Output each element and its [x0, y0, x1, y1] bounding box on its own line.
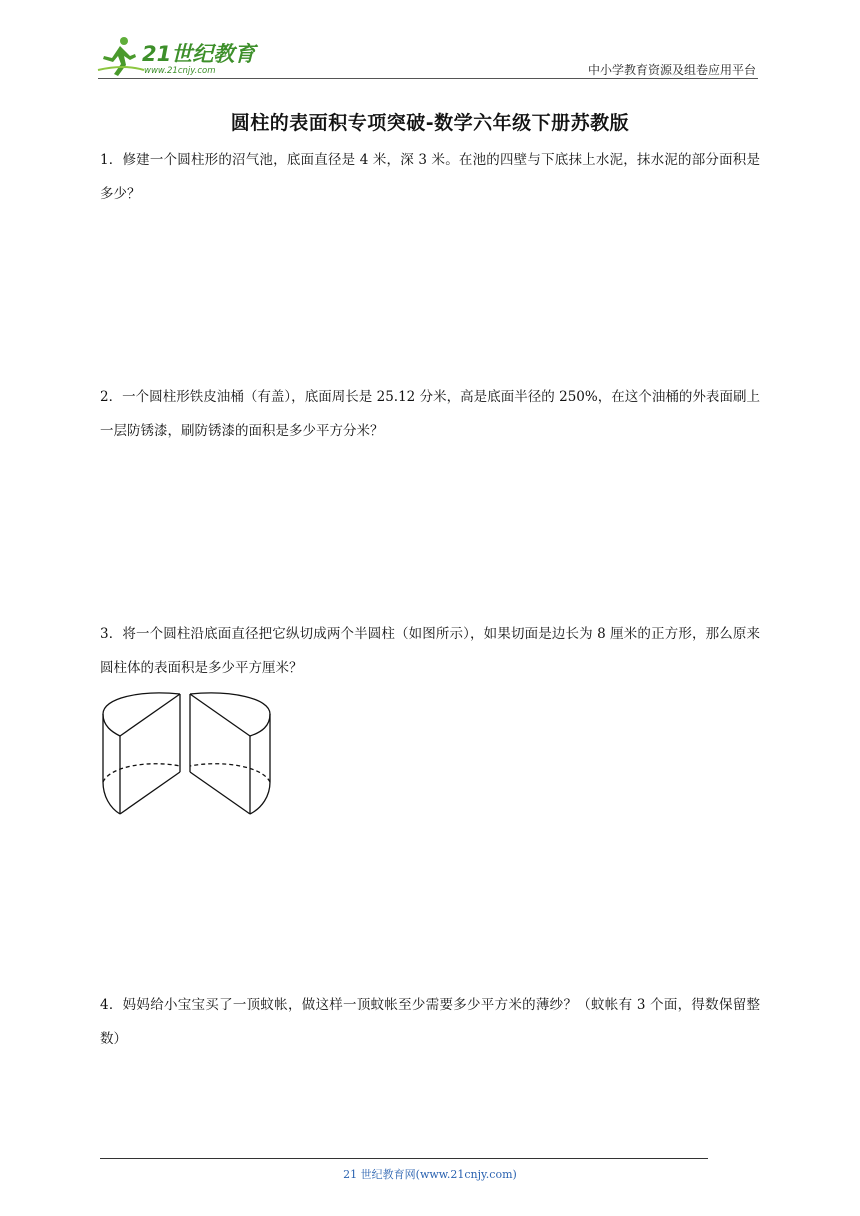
footer-text[interactable]: 21 世纪教育网(www.21cnjy.com) — [343, 1168, 517, 1181]
question-1: 1．修建一个圆柱形的沼气池，底面直径是 4 米，深 3 米。在池的四壁与下底抹上水泥，抹水泥的部分面积是多少？ — [100, 152, 760, 202]
question-2: 2．一个圆柱形铁皮油桶（有盖），底面周长是 25.12 分米，高是底面半径的 250%，在这个油桶的外表面刷上一层防锈漆，刷防锈漆的面积是多少平方分米？ — [100, 389, 760, 439]
header-divider — [98, 78, 758, 79]
site-logo — [94, 34, 264, 78]
footer-divider — [100, 1158, 708, 1159]
site-name: 中小学教育资源及组卷应用平台 — [587, 63, 756, 77]
question-3: 3．将一个圆柱沿底面直径把它纵切成两个半圆柱（如图所示），如果切面是边长为 8 厘米的正方形，那么原来圆柱体的表面积是多少平方厘米？ — [100, 626, 760, 676]
half-cylinders-figure — [100, 686, 276, 818]
runner-icon — [98, 37, 144, 76]
question-4: 4．妈妈给小宝宝买了一顶蚊帐，做这样一顶蚊帐至少需要多少平方米的薄纱？（蚊帐有 3 个面，得数保留整数） — [100, 997, 760, 1047]
logo-text: 21世纪教育 — [142, 42, 256, 66]
page-title: 圆柱的表面积专项突破-数学六年级下册苏教版 — [230, 112, 630, 134]
logo-url: www.21cnjy.com — [144, 66, 216, 76]
